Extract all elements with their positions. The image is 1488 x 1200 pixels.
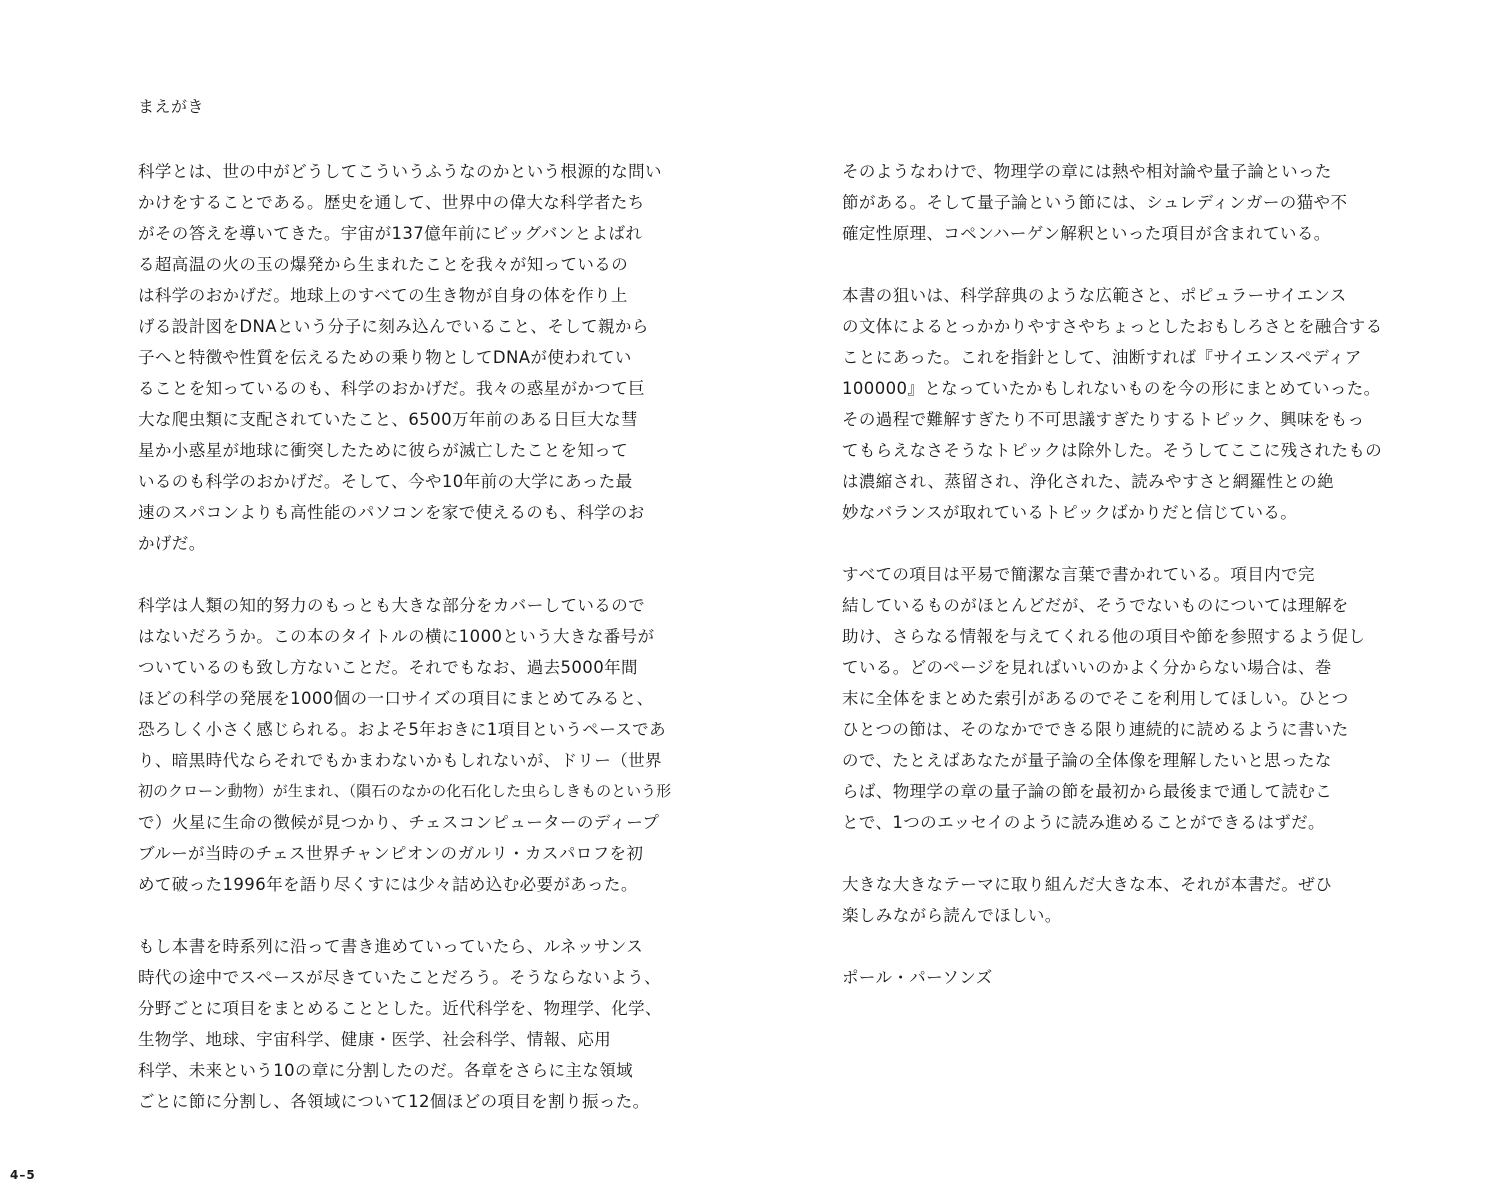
text-line: 結しているものがほとんどだが、そうでないものについては理解を xyxy=(842,596,1349,615)
text-line: げる設計図をDNAという分子に刻み込んでいること、そして親から xyxy=(138,317,649,336)
text-line: その過程で難解すぎたり不可思議すぎたりするトピック、興味をもっ xyxy=(842,410,1365,429)
text-line: はないだろうか。この本のタイトルの横に1000という大きな番号が xyxy=(138,627,655,646)
text-line: 初のクローン動物）が生まれ、（隕石のなかの化石化した虫らしきものという形 xyxy=(138,782,672,800)
text-line: ブルーが当時のチェス世界チャンピオンのガルリ・カスパロフを初 xyxy=(138,844,644,863)
text-line: 速のスパコンよりも高性能のパソコンを家で使えるのも、科学のお xyxy=(138,503,645,522)
text-line: 子へと特徴や性質を伝えるための乗り物としてDNAが使われてい xyxy=(138,348,632,367)
text-line: 科学は人類の知的努力のもっとも大きな部分をカバーしているので xyxy=(138,596,645,615)
paragraph-gap xyxy=(138,559,698,590)
page-title: まえがき xyxy=(138,97,205,116)
text-line: ほどの科学の発展を1000個の一口サイズの項目にまとめてみると、 xyxy=(138,689,654,708)
text-line: 科学、未来という10の章に分割したのだ。各章をさらに主な領域 xyxy=(138,1061,633,1080)
text-line: かけをすることである。歴史を通して、世界中の偉大な科学者たち xyxy=(138,193,645,212)
text-line: る超高温の火の玉の爆発から生まれたことを我々が知っているの xyxy=(138,255,629,274)
paragraph-gap xyxy=(842,528,1402,559)
text-line: 節がある。そして量子論という節には、シュレディンガーの猫や不 xyxy=(842,193,1348,212)
paragraph-gap xyxy=(842,838,1402,869)
text-line: 恐ろしく小さく感じられる。およそ5年おきに1項目というペースであ xyxy=(138,720,666,739)
text-line: らば、物理学の章の量子論の節を最初から最後まで通して読むこ xyxy=(842,782,1333,801)
text-line: 本書の狙いは、科学辞典のような広範さと、ポピュラーサイエンス xyxy=(842,286,1347,305)
text-line: 末に全体をまとめた索引があるのでそこを利用してほしい。ひとつ xyxy=(842,689,1349,708)
text-line: ごとに節に分割し、各領域について12個ほどの項目を割り振った。 xyxy=(138,1092,650,1111)
text-line: ひとつの節は、そのなかでできる限り連続的に読めるように書いた xyxy=(842,720,1349,739)
text-line: 大きな大きなテーマに取り組んだ大きな本、それが本書だ。ぜひ xyxy=(842,875,1333,894)
text-line: は科学のおかげだ。地球上のすべての生き物が自身の体を作り上 xyxy=(138,286,628,305)
text-line: 妙なバランスが取れているトピックばかりだと信じている。 xyxy=(842,503,1298,522)
text-line: ポール・パーソンズ xyxy=(842,968,993,987)
text-line: 確定性原理、コペンハーゲン解釈といった項目が含まれている。 xyxy=(842,224,1331,243)
paragraph-gap xyxy=(842,931,1402,962)
text-line: は濃縮され、蒸留され、浄化された、読みやすさと網羅性との絶 xyxy=(842,472,1335,491)
left-column-text xyxy=(138,156,698,1117)
text-line: 助け、さらなる情報を与えてくれる他の項目や節を参照するよう促し xyxy=(842,627,1366,646)
text-line: ので、たとえばあなたが量子論の全体像を理解したいと思ったな xyxy=(842,751,1332,770)
text-line: 星か小惑星が地球に衝突したために彼らが滅亡したことを知って xyxy=(138,441,629,460)
text-line: ことにあった。これを指針として、油断すれば『サイエンスペディア xyxy=(842,348,1362,367)
right-column-text xyxy=(842,156,1402,993)
text-line: がその答えを導いてきた。宇宙が137億年前にビッグバンとよばれ xyxy=(138,224,643,243)
text-line: ることを知っているのも、科学のおかげだ。我々の惑星がかつて巨 xyxy=(138,379,645,398)
paragraph-gap xyxy=(138,900,698,931)
text-line: いるのも科学のおかげだ。そして、今や10年前の大学にあった最 xyxy=(138,472,633,491)
text-line: ている。どのページを見ればいいのかよく分からない場合は、巻 xyxy=(842,658,1332,677)
text-line: めて破った1996年を語り尽くすには少々詰め込む必要があった。 xyxy=(138,875,638,894)
text-line: すべての項目は平易で簡潔な言葉で書かれている。項目内で完 xyxy=(842,565,1315,584)
text-line: 楽しみながら読んでほしい。 xyxy=(842,906,1062,925)
text-line: 100000』となっていたかもしれないものを今の形にまとめていった。 xyxy=(842,379,1381,398)
text-line: 科学とは、世の中がどうしてこういうふうなのかという根源的な問い xyxy=(138,162,662,181)
text-line: そのようなわけで、物理学の章には熱や相対論や量子論といった xyxy=(842,162,1332,181)
text-line: の文体によるとっかかりやすさやちょっとしたおもしろさとを融合する xyxy=(842,317,1383,336)
text-line: 生物学、地球、宇宙科学、健康・医学、社会科学、情報、応用 xyxy=(138,1030,612,1049)
text-line: 時代の途中でスペースが尽きていたことだろう。そうならないよう、 xyxy=(138,968,662,987)
text-line: かげだ。 xyxy=(138,534,206,553)
text-line: り、暗黒時代ならそれでもかまわないかもしれないが、ドリー（世界 xyxy=(138,751,662,770)
text-line: とで、1つのエッセイのように読み進めることができるはずだ。 xyxy=(842,813,1325,832)
text-line: てもらえなさそうなトピックは除外した。そうしてここに残されたもの xyxy=(842,441,1383,460)
text-line: で）火星に生命の徴候が見つかり、チェスコンピューターのディープ xyxy=(138,813,660,832)
text-line: もし本書を時系列に沿って書き進めていっていたら、ルネッサンス xyxy=(138,937,644,956)
text-line: ついているのも致し方ないことだ。それでもなお、過去5000年間 xyxy=(138,658,638,677)
text-line: 分野ごとに項目をまとめることとした。近代科学を、物理学、化学、 xyxy=(138,999,662,1018)
page-number: 4–5 xyxy=(10,1168,36,1182)
paragraph-gap xyxy=(842,249,1402,280)
text-line: 大な爬虫類に支配されていたこと、6500万年前のある日巨大な彗 xyxy=(138,410,638,429)
